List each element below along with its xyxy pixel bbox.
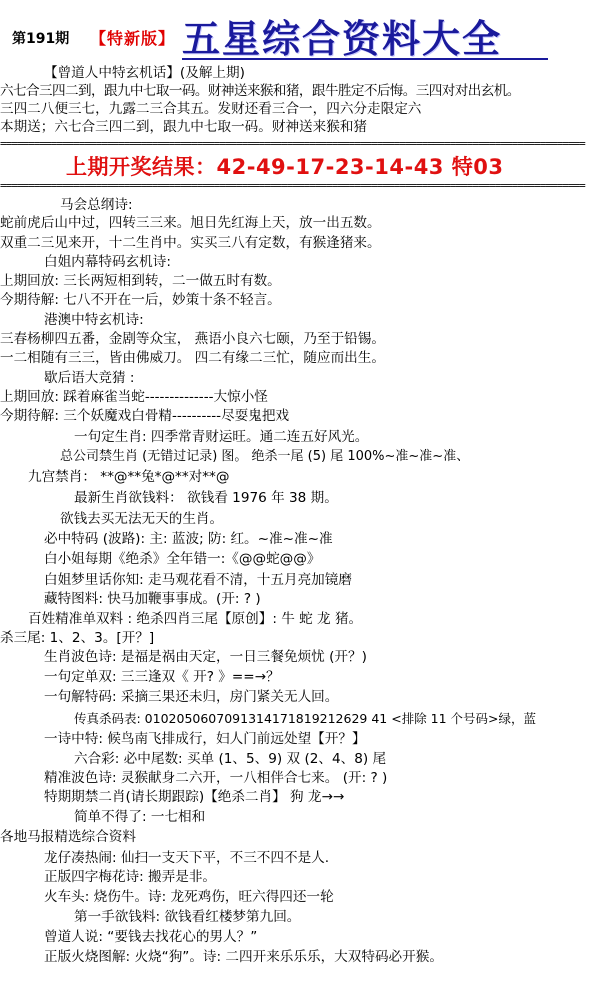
text-line: 上期回放: 三长两短相到转，二一做五时有数。 bbox=[0, 273, 281, 289]
section-heading: 港澳中特玄机诗: bbox=[44, 312, 144, 328]
text-line: 欲钱去买无法无天的生肖。 bbox=[60, 511, 224, 527]
text-line: 最新生肖欲钱料： 欲钱看 1976 年 38 期。 bbox=[74, 490, 338, 506]
text-line: 曾道人说: “要钱去找花心的男人？” bbox=[44, 929, 258, 945]
text-line: 特期期禁二肖(请长期跟踪)【绝杀二肖】 狗 龙→→ bbox=[44, 789, 345, 805]
text-line: 一句定生肖: 四季常青财运旺。通二连五好风光。 bbox=[74, 429, 369, 445]
text-line: 必中特码 (波路): 主: 蓝波; 防: 红。~准~准~准 bbox=[44, 531, 333, 547]
text-line: 百姓精准单双料 : 绝杀四肖三尾【原创】: 牛 蛇 龙 猪。 bbox=[28, 611, 363, 627]
text-line: 九宫禁肖： **@**兔*@**对**@ bbox=[28, 469, 230, 485]
separator: ======================================================================================================== bbox=[0, 180, 585, 192]
text-line: 精准波色诗: 灵猴献身二六开，一八相伴合七来。 (开: ? ) bbox=[44, 770, 388, 786]
title-underline bbox=[182, 58, 548, 60]
text-line: 总公司禁生肖 (无错过记录) 图。 绝杀一尾 (5) 尾 100%~准~准~准、 bbox=[60, 449, 470, 464]
issue-number: 第191期 bbox=[12, 31, 70, 47]
text-line: 龙仔凑热闹: 仙扫一支天下平，不三不四不是人. bbox=[44, 850, 330, 866]
text-line: 三春杨柳四五番，金剧等众宝， 燕语小良六七颐，乃至于铅锡。 bbox=[0, 331, 385, 347]
text-line: 白小姐每期《绝杀》全年错一:《@@蛇@@》 bbox=[44, 551, 321, 567]
header bbox=[10, 14, 610, 62]
text-line: 第一手欲钱料: 欲钱看红楼梦第九回。 bbox=[74, 909, 301, 925]
text-line: 白姐梦里话你知: 走马观花看不清，十五月亮加镜磨 bbox=[44, 572, 352, 588]
text-line: 今期待解: 七八不开在一后，妙策十条不轻言。 bbox=[0, 292, 281, 308]
special-edition-badge: 【特新版】 bbox=[90, 29, 176, 48]
text-line: 正版火烧图解: 火烧“狗”。诗: 二四开来乐乐乐，大双特码必开猴。 bbox=[44, 949, 443, 965]
text-line: 火车头: 烧伤牛。诗: 龙死鸡伤，旺六得四还一轮 bbox=[44, 889, 334, 905]
text-line: 一诗中特: 候鸟南飞排成行，妇人门前远处望【开？】 bbox=[44, 731, 366, 747]
text-line: 蛇前虎后山中过，四转三三来。旭日先红海上天，放一出五数。 bbox=[0, 215, 381, 231]
draw-result: 上期开奖结果：42-49-17-23-14-43 特03 bbox=[66, 155, 504, 179]
text-line: 杀三尾: 1、2、3。[开？] bbox=[0, 630, 155, 646]
text-line: 藏特图料: 快马加鞭事事成。(开: ? ) bbox=[44, 591, 261, 607]
text-line: 上期回放: 踩着麻雀当蛇--------------大惊小怪 bbox=[0, 389, 268, 405]
text-line: 今期待解: 三个妖魔戏白骨精----------尽耍鬼把戏 bbox=[0, 408, 290, 424]
intro-line: 六七合三四二到，跟九中七取一码。财神送来猴和猪，跟牛胜定不后悔。三四对对出玄机。 bbox=[0, 83, 520, 99]
intro-line: 本期送；六七合三四二到，跟九中七取一码。财神送来猴和猪 bbox=[0, 119, 368, 135]
separator: ======================================================================================================== bbox=[0, 138, 585, 150]
text-line: 一句解特码: 采摘三果还未归，房门紧关无人回。 bbox=[44, 689, 339, 705]
section-heading: 马会总纲诗: bbox=[60, 197, 133, 213]
text-line: 正版四字梅花诗: 搬弄是非。 bbox=[44, 869, 217, 885]
intro-line: 三四二八便三七，九露二三合其五。发财还看三合一，四六分走限定六 bbox=[0, 101, 422, 117]
text-line: 传真杀码表: 0102050607091314171819212629 41 <排除 11 个号码>绿，蓝 bbox=[74, 711, 537, 726]
text-line: 生肖波色诗: 是福是祸由天定，一日三餐免烦忧 (开？) bbox=[44, 649, 367, 665]
section-heading: 各地马报精选综合资料 bbox=[0, 829, 136, 845]
text-line: 六合彩: 必中尾数: 买单 (1、5、9) 双 (2、4、8) 尾 bbox=[74, 751, 387, 767]
page-title: 五星综合资料大全 bbox=[182, 16, 503, 61]
intro-heading: 【曾道人中特玄机话】(及解上期) bbox=[44, 65, 245, 81]
text-line: 一句定单双: 三三逢双《 开? 》==→？ bbox=[44, 669, 280, 685]
text-line: 简单不得了: 一七相和 bbox=[74, 809, 206, 825]
text-line: 双重二三见来开，十二生肖中。实买三八有定数，有猴逢猪来。 bbox=[0, 235, 381, 251]
section-heading: 歇后语大竞猜 : bbox=[44, 370, 135, 386]
section-heading: 白姐内幕特码玄机诗: bbox=[44, 254, 171, 270]
text-line: 一二相随有三三，皆由佛威刀。 四二有缘二三忙，随应而出生。 bbox=[0, 350, 385, 366]
